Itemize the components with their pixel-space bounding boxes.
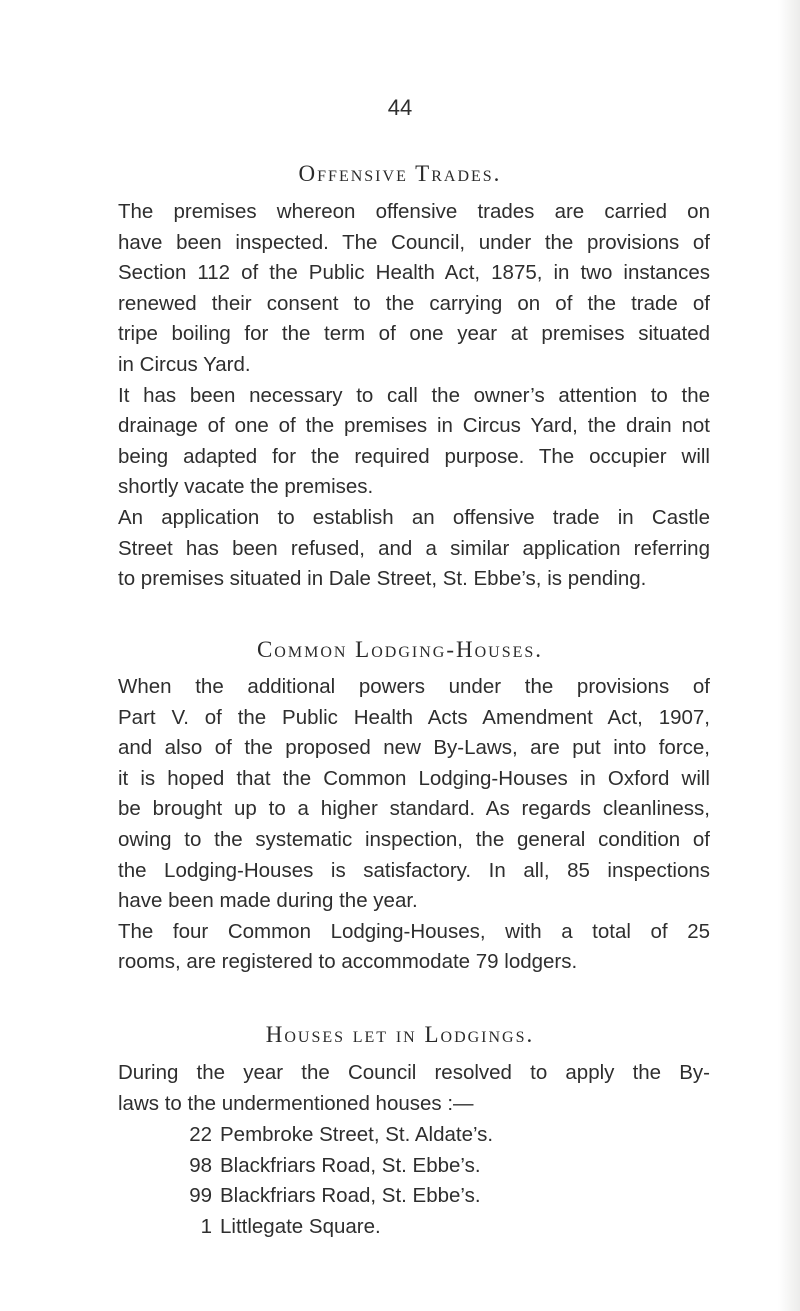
text-line: Street has been refused, and a similar application referring	[118, 536, 710, 560]
text-line: have been made during the year.	[118, 889, 418, 913]
text-line: During the year the Council resolved to apply the By-	[118, 1061, 710, 1084]
section-houses-let-in-lodgings	[118, 1058, 710, 1119]
text-line: Section 112 of the Public Health Act, 1875, in two instances	[118, 261, 710, 285]
house-number: 99	[189, 1184, 212, 1208]
section-common-lodging-houses	[118, 672, 710, 978]
text-line: When the additional powers under the provisions of	[118, 675, 710, 698]
houses-list	[178, 1120, 493, 1242]
house-address: Littlegate Square.	[220, 1214, 381, 1238]
house-number: 22	[189, 1123, 212, 1146]
heading-houses-let-in-lodgings: Houses let in Lodgings.	[265, 1022, 535, 1047]
paragraph	[118, 381, 710, 503]
section-offensive-trades	[118, 197, 710, 595]
text-line: it is hoped that the Common Lodging-Houses in Oxford will	[118, 766, 710, 790]
list-item	[178, 1151, 493, 1182]
text-line: tripe boiling for the term of one year at premises situated	[118, 322, 710, 346]
text-line: have been inspected. The Council, under the provisions of	[118, 230, 710, 254]
text-line: be brought up to a higher standard. As regards cleanliness,	[118, 797, 710, 821]
paragraph	[118, 1058, 710, 1119]
heading-offensive-trades: Offensive Trades.	[298, 161, 502, 186]
paragraph	[118, 503, 710, 595]
house-number: 98	[189, 1153, 212, 1177]
list-item	[178, 1120, 493, 1151]
paragraph	[118, 672, 710, 917]
house-number: 1	[200, 1214, 212, 1238]
text-line: Part V. of the Public Health Acts Amendment Act, 1907,	[118, 705, 710, 729]
text-line: rooms, are registered to accommodate 79 lodgers.	[118, 950, 578, 974]
text-line: renewed their consent to the carrying on of the trade of	[118, 291, 710, 315]
text-line: the Lodging-Houses is satisfactory. In all, 85 inspections	[118, 858, 710, 882]
list-item	[178, 1181, 493, 1212]
text-line: owing to the systematic inspection, the general condition of	[118, 827, 710, 851]
text-line: An application to establish an offensive trade in Castle	[118, 505, 710, 529]
paragraph	[118, 197, 710, 381]
text-line: to premises situated in Dale Street, St. Ebbe’s, is pending.	[118, 567, 647, 591]
list-item	[178, 1212, 493, 1243]
page-number: 44	[387, 95, 413, 120]
heading-common-lodging-houses: Common Lodging-Houses.	[256, 637, 544, 662]
text-line: The four Common Lodging-Houses, with a total of 25	[118, 919, 710, 943]
house-address: Blackfriars Road, St. Ebbe’s.	[220, 1184, 481, 1208]
house-address: Blackfriars Road, St. Ebbe’s.	[220, 1153, 481, 1177]
text-line: laws to the undermentioned houses :—	[118, 1091, 474, 1115]
text-line: drainage of one of the premises in Circus Yard, the drain not	[118, 414, 710, 438]
text-line: It has been necessary to call the owner’s attention to the	[118, 383, 710, 407]
text-line: The premises whereon offensive trades are carried on	[118, 200, 710, 223]
text-line: being adapted for the required purpose. The occupier will	[118, 444, 710, 468]
text-line: shortly vacate the premises.	[118, 475, 374, 499]
paragraph	[118, 917, 710, 978]
text-line: in Circus Yard.	[118, 352, 251, 376]
text-line: and also of the proposed new By-Laws, are put into force,	[118, 736, 710, 760]
house-address: Pembroke Street, St. Aldate’s.	[220, 1123, 494, 1146]
